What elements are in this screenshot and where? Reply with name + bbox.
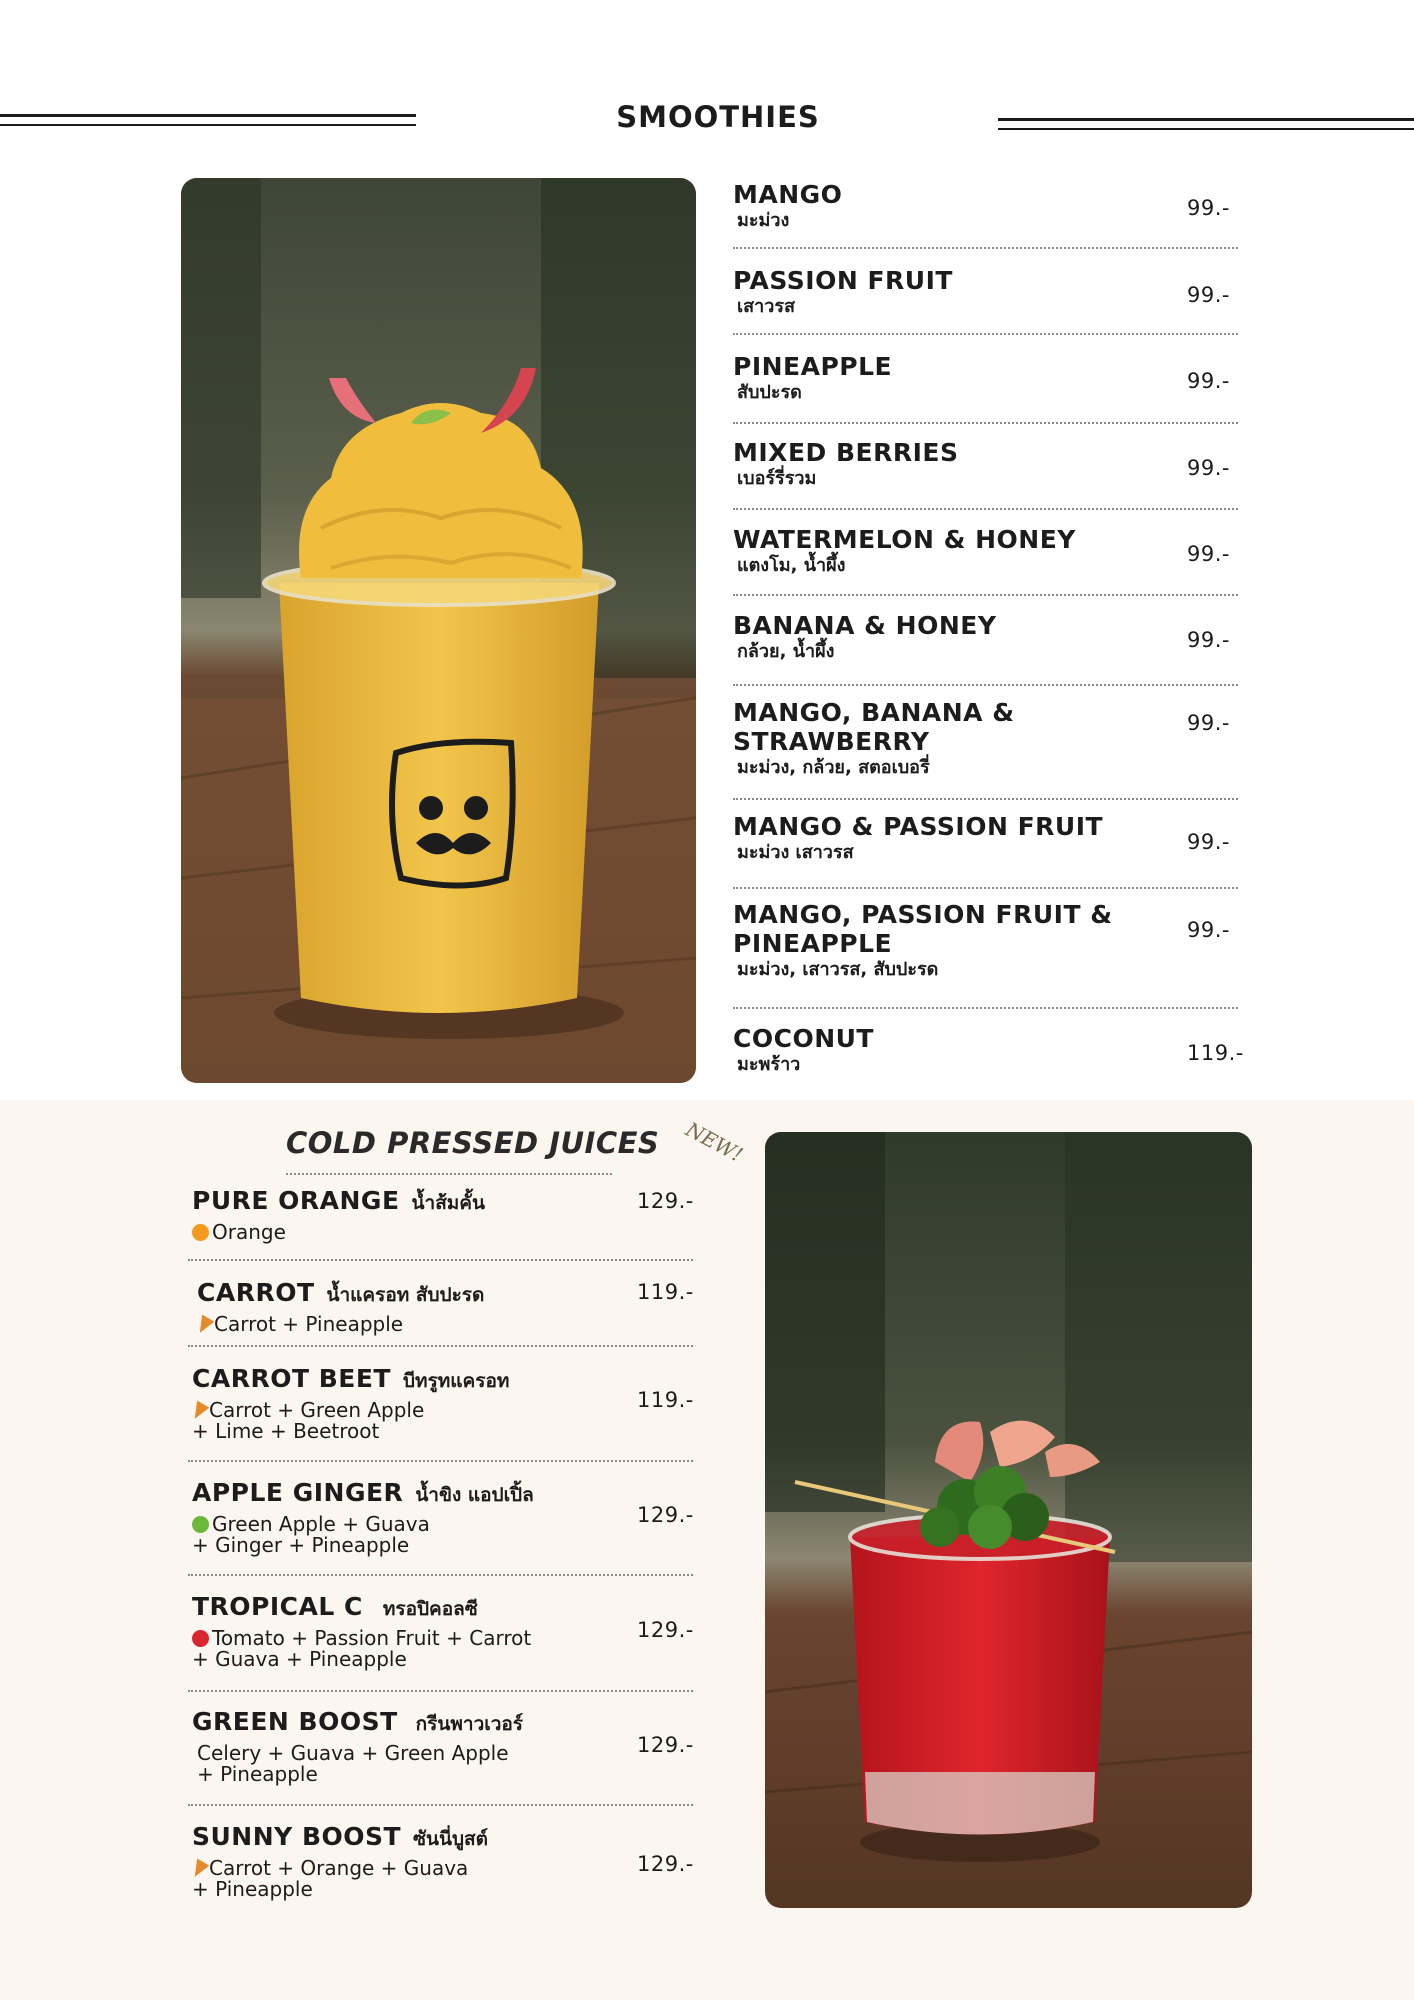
juice-item-green-boost: GREEN BOOST กรีนพาวเวอร์ Celery + Guava + Green Apple + Pineapple: [192, 1707, 524, 1786]
smoothie-price: 99.-: [1187, 918, 1230, 942]
smoothie-item-banana-honey: BANANA & HONEY กล้วย, น้ำผึ้ง: [733, 611, 997, 662]
juice-divider: [188, 1804, 693, 1806]
smoothie-divider: [733, 508, 1238, 510]
smoothie-item-mango-passion-fruit: MANGO & PASSION FRUIT มะม่วง เสาวรส: [733, 812, 1104, 863]
juice-price: 129.-: [637, 1618, 694, 1642]
juice-price: 119.-: [637, 1388, 694, 1412]
smoothie-price: 99.-: [1187, 196, 1230, 220]
carrot-icon: [194, 1315, 215, 1337]
smoothie-item-watermelon-honey: WATERMELON & HONEY แตงโม, น้ำผึ้ง: [733, 525, 1076, 576]
smoothie-price: 99.-: [1187, 283, 1230, 307]
juice-price: 129.-: [637, 1189, 694, 1213]
smoothie-item-pineapple: PINEAPPLE สับปะรด: [733, 352, 893, 403]
smoothie-item-mango-passion-fruit-pineapple: MANGO, PASSION FRUIT & PINEAPPLE มะม่วง, เสาวรส, สับปะรด: [733, 900, 1113, 980]
juice-price: 129.-: [637, 1852, 694, 1876]
juice-divider: [188, 1345, 693, 1347]
smoothie-divider: [733, 333, 1238, 335]
juice-item-tropical-c: TROPICAL C ทรอปิคอลซี Tomato + Passion Fruit + Carrot + Guava + Pineapple: [192, 1592, 532, 1671]
orange-icon: [192, 1224, 209, 1241]
juices-title: COLD PRESSED JUICES: [286, 1126, 660, 1160]
new-badge: NEW!: [681, 1117, 747, 1167]
juice-price: 129.-: [637, 1733, 694, 1757]
green-apple-icon: [192, 1516, 209, 1533]
smoothie-price: 99.-: [1187, 542, 1230, 566]
smoothie-price: 99.-: [1187, 830, 1230, 854]
juice-divider: [188, 1259, 693, 1261]
smoothie-divider: [733, 594, 1238, 596]
juice-item-carrot: CARROT น้ำแครอท สับปะรด Carrot + Pineapple: [197, 1278, 697, 1335]
title-rule-left: [0, 114, 416, 128]
juice-item-sunny-boost: SUNNY BOOST ซันนี่บูสต์ Carrot + Orange + Guava + Pineapple: [192, 1822, 692, 1900]
smoothie-price: 119.-: [1187, 1041, 1244, 1065]
smoothie-item-passion-fruit: PASSION FRUIT เสาวรส: [733, 266, 953, 317]
juice-photo: [765, 1132, 1252, 1908]
juice-price: 129.-: [637, 1503, 694, 1527]
smoothie-divider: [733, 1007, 1238, 1009]
juice-item-pure-orange: PURE ORANGE น้ำส้มคั้น Orange: [192, 1186, 486, 1244]
juice-divider: [188, 1690, 693, 1692]
title-rule-right: [998, 118, 1414, 132]
smoothie-price: 99.-: [1187, 456, 1230, 480]
smoothie-price: 99.-: [1187, 369, 1230, 393]
juice-divider: [188, 1574, 693, 1576]
smoothie-price: 99.-: [1187, 711, 1230, 735]
juice-item-carrot-beet: CARROT BEET บีทรูทแครอท Carrot + Green Apple + Lime + Beetroot: [192, 1364, 692, 1442]
smoothie-item-coconut: COCONUT มะพร้าว: [733, 1024, 874, 1075]
smoothie-divider: [733, 684, 1238, 686]
juice-divider: [188, 1460, 693, 1462]
smoothie-divider: [733, 887, 1238, 889]
smoothie-divider: [733, 798, 1238, 800]
smoothie-item-mixed-berries: MIXED BERRIES เบอร์รี่รวม: [733, 438, 959, 489]
smoothies-title: SMOOTHIES: [616, 100, 820, 134]
smoothie-item-mango-banana-strawberry: MANGO, BANANA & STRAWBERRY มะม่วง, กล้วย, สตอเบอรี่: [733, 698, 1015, 778]
juices-title-rule: [286, 1173, 612, 1175]
smoothie-divider: [733, 422, 1238, 424]
juice-item-apple-ginger: APPLE GINGER น้ำขิง แอปเปิ้ล Green Apple + Guava + Ginger + Pineapple: [192, 1478, 534, 1557]
smoothie-item-mango: MANGO มะม่วง: [733, 180, 843, 231]
smoothie-divider: [733, 247, 1238, 249]
juice-price: 119.-: [637, 1280, 694, 1304]
tomato-icon: [192, 1630, 209, 1647]
smoothie-photo: [181, 178, 696, 1083]
smoothie-price: 99.-: [1187, 628, 1230, 652]
